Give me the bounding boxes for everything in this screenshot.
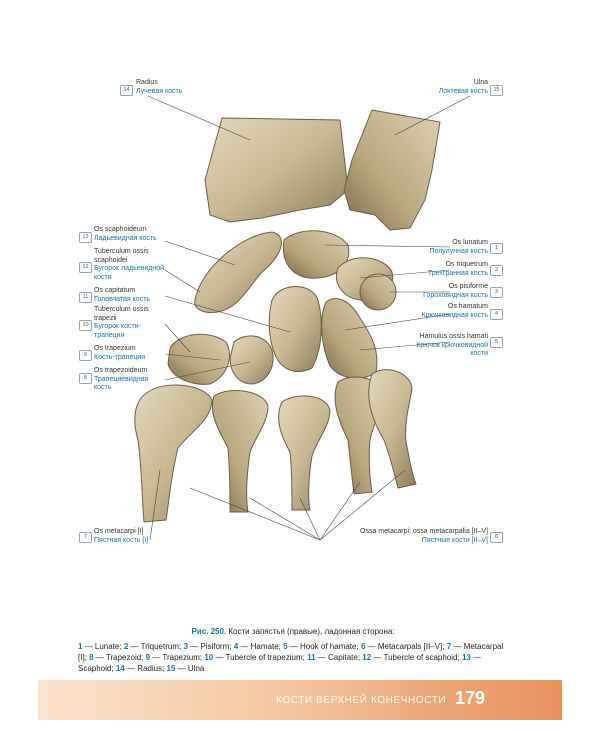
figure-caption [78,626,508,674]
legend-number: 8 [89,653,94,662]
legend-number: 6 [360,642,366,651]
label-russian: Ладьевидная кость [94,234,157,242]
legend-number: 7 [446,642,452,651]
label-latin: Ulna [473,79,488,86]
metacarpal-5-bone [369,370,416,488]
legend-item: 4 — Hamate; [233,642,281,651]
legend-text: Hook of hamate; [300,642,359,651]
label-latin: Ossa metacarpi; ossa metacarpalia [II–V] [360,528,488,535]
label-latin: Tuberculum ossis trapezii [94,306,149,322]
legend-text: Triquetrum; [140,642,182,651]
label-latin: Os trapezium [94,345,136,352]
metacarpal-2-bone [212,391,268,512]
label-latin: Os trapezoideum [94,367,148,374]
caption-title-line [78,626,508,637]
label-triquetrum [380,261,488,278]
legend-item: 3 — Pisiform; [183,642,232,651]
label-number-13: 13 [79,232,92,243]
label-russian: Бугорок кости-трапеции [94,323,142,339]
label-latin: Os triquetrum [445,261,488,268]
legend-item: 1 — Lunate; [78,642,122,651]
label-lunate [380,239,488,256]
legend-item: 13 — Scaphoid; [78,653,482,673]
legend-number: 9 [145,653,151,662]
legend-text: Scaphoid; [78,664,114,673]
legend-text: Tubercle of scaphoid; [383,653,460,662]
label-tubercle-trapezium [94,306,164,340]
label-radius [136,79,246,96]
legend-item: 2 — Triquetrum; [123,642,182,651]
legend-number: 4 [233,642,239,651]
label-russian: Кость-трапеция [94,353,146,361]
label-russian: Трапециевидная кость [94,375,149,391]
legend-item: 8 — Trapezoid; [89,653,144,662]
label-number-11: 11 [79,292,92,303]
label-number-6: 6 [490,532,503,543]
legend-number: 13 [461,653,471,662]
label-number-10: 10 [79,320,92,331]
label-latin: Tuberculum ossis scaphoidei [94,248,149,264]
label-latin: Os scaphoideum [94,226,147,233]
label-hamate [398,303,488,320]
label-russian: Локтевая кость [438,87,488,95]
legend-number: 10 [204,653,214,662]
legend-number: 3 [183,642,188,651]
legend-number: 12 [362,653,372,662]
label-latin: Os pisiforme [448,283,488,290]
legend-number: 11 [307,653,316,662]
label-metacarpal-1 [94,528,184,545]
label-number-9: 9 [79,350,92,361]
label-number-8: 8 [79,373,92,384]
legend-item: 15 — Ulna [166,664,205,673]
label-russian: Пястные кости [II–V] [421,536,488,544]
label-russian: Головчатая кость [94,295,151,303]
figure-number: Рис. 250. [191,627,227,636]
label-russian: Трехгранная кость [427,269,488,277]
legend-text: Trapezoid; [105,653,144,662]
legend-text: Pisiform; [200,642,232,651]
legend-text: Metacarpal [I]; [78,642,504,662]
legend-text: Hamate; [250,642,281,651]
hamate-bone [322,299,377,379]
label-trapezoid [94,367,160,393]
label-russian: Полулунная кость [429,247,488,255]
label-russian: Бугорок ладьевидной кости [94,265,165,281]
scaphoid-bone [195,232,282,313]
legend-text: Ulna [187,664,205,673]
legend-item: 7 — Metacarpal [I]; [78,642,504,662]
legend-text: Radius; [137,664,165,673]
legend-item: 5 — Hook of hamate; [283,642,359,651]
caption-legend [78,641,508,674]
legend-item: 6 — Metacarpals [II–V]; [360,642,445,651]
metacarpal-1-bone [135,385,212,522]
label-tubercle-scaphoid [94,248,178,282]
label-metacarpals-2-5 [330,528,488,545]
capitate-bone [269,287,321,372]
label-latin: Radius [136,79,158,86]
section-title: КОСТИ ВЕРХНЕЙ КОНЕЧНОСТИ [276,695,447,706]
legend-text: Tubercle of trapezium; [225,653,305,662]
label-pisiform [380,283,488,300]
legend-number: 1 [78,642,83,651]
label-hook-of-hamate [398,333,488,359]
label-russian: Крючок крючковидной кости [416,341,488,357]
label-trapezium [94,345,184,362]
ulna-bone [344,110,440,230]
label-russian: Пястная кость [I] [94,536,149,544]
label-number-12: 12 [79,262,92,273]
label-number-7: 7 [79,532,92,543]
label-number-4: 4 [490,309,503,320]
legend-text: Lunate; [94,642,122,651]
legend-text: Metacarpals [II–V]; [377,642,445,651]
label-capitate [94,287,184,304]
label-number-15: 15 [490,85,503,96]
legend-text: Trapezium; [162,653,203,662]
legend-text: Capitate; [328,653,361,662]
label-latin: Os capitatum [94,287,136,294]
metacarpal-3-bone [279,396,330,510]
legend-item: 12 — Tubercle of scaphoid; [362,653,460,662]
legend-item: 10 — Tubercle of trapezium; [204,653,305,662]
label-number-2: 2 [490,265,503,276]
label-scaphoid [94,226,184,243]
legend-item: 9 — Trapezium; [145,653,203,662]
radius-bone [205,118,348,222]
label-number-1: 1 [490,243,503,254]
label-latin: Os lunatum [452,239,488,246]
label-number-3: 3 [490,287,503,298]
label-latin: Hamulus ossis hamati [419,333,488,340]
caption-title: Кости запястья (правые), ладонная сторона: [228,627,395,636]
label-latin: Os hamatum [447,303,488,310]
legend-number: 2 [123,642,129,651]
legend-number: 5 [283,642,288,651]
page-number: 179 [455,688,486,708]
label-ulna [380,79,488,96]
label-russian: Лучевая кость [136,87,183,95]
legend-number: 15 [166,664,176,673]
legend-number: 14 [115,664,125,673]
label-number-14: 14 [120,85,133,96]
label-russian: Крючковидная кость [421,311,488,319]
label-russian: Гороховидная кость [423,291,488,299]
legend-item: 14 — Radius; [115,664,165,673]
label-number-5: 5 [490,337,503,348]
legend-item: 11 — Capitate; [307,653,361,662]
trapezoid-bone [230,336,273,384]
label-latin: Os metacarpi [I] [94,528,144,535]
